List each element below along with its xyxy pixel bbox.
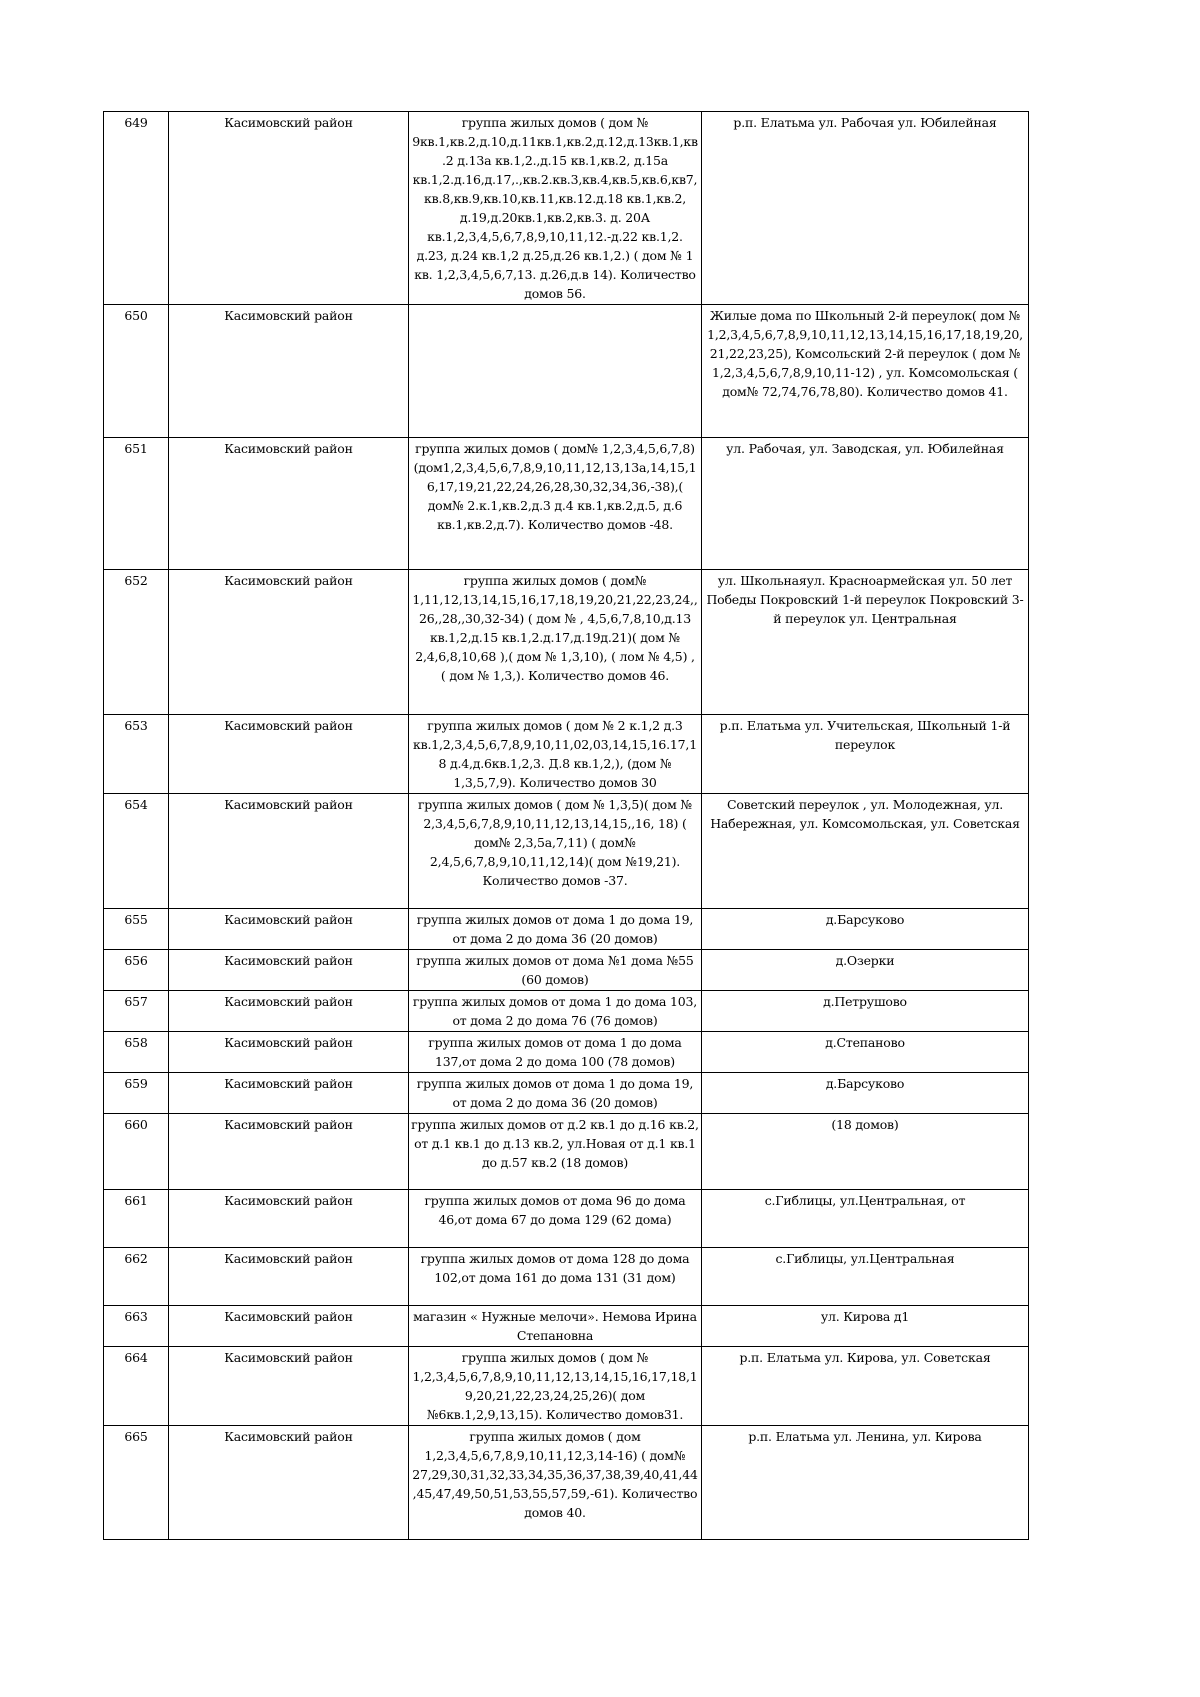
object-cell: группа жилых домов от дома 1 до дома 137,от дома 2 до дома 100 (78 домов) <box>409 1032 702 1073</box>
registry-table-body <box>104 112 1029 1540</box>
district-cell: Касимовский район <box>169 950 409 991</box>
row-number: 659 <box>104 1073 169 1114</box>
row-number: 656 <box>104 950 169 991</box>
table-row <box>104 1190 1029 1248</box>
object-cell: группа жилых домов ( дом№ 1,11,12,13,14,15,16,17,18,19,20,21,22,23,24,,26,,28,,30,32-34) ( дом № , 4,5,6,7,8,10,д.13 кв.1,2,д.15 кв.1,2.д.17,д.19д.21)( дом № 2,4,6,8,10,68 ),( дом № 1,3,10), ( лом № 4,5) , ( дом № 1,3,). Количество домов 46. <box>409 570 702 715</box>
row-number: 662 <box>104 1248 169 1306</box>
object-cell: группа жилых домов от дома 128 до дома 102,от дома 161 до дома 131 (31 дом) <box>409 1248 702 1306</box>
address-cell: (18 домов) <box>702 1114 1029 1190</box>
object-cell: группа жилых домов ( дом № 9кв.1,кв.2,д.10,д.11кв.1,кв.2,д.12,д.13кв.1,кв.2 д.13а кв.1,2.,д.15 кв.1,кв.2, д.15а кв.1,2.д.16,д.17,.,кв.2.кв.3,кв.4,кв.5,кв.6,кв7, кв.8,кв.9,кв.10,кв.11,кв.12.д.18 кв.1,кв.2, д.19,д.20кв.1,кв.2,кв.3. д. 20А кв.1,2,3,4,5,6,7,8,9,10,11,12.-д.22 кв.1,2. д.23, д.24 кв.1,2 д.25,д.26 кв.1,2.) ( дом № 1 кв. 1,2,3,4,5,6,7,13. д.26,д.в 14). Количество домов 56. <box>409 112 702 305</box>
table-row <box>104 1347 1029 1426</box>
address-cell: д.Озерки <box>702 950 1029 991</box>
row-number: 652 <box>104 570 169 715</box>
district-cell: Касимовский район <box>169 1306 409 1347</box>
district-cell: Касимовский район <box>169 570 409 715</box>
table-row <box>104 1073 1029 1114</box>
table-row <box>104 1248 1029 1306</box>
district-cell: Касимовский район <box>169 909 409 950</box>
address-cell: ул. Школьнаяул. Красноармейская ул. 50 лет Победы Покровский 1-й переулок Покровский 3-й переулок ул. Центральная <box>702 570 1029 715</box>
district-cell: Касимовский район <box>169 305 409 438</box>
district-cell: Касимовский район <box>169 991 409 1032</box>
object-cell: магазин « Нужные мелочи». Немова Ирина Степановна <box>409 1306 702 1347</box>
object-cell: группа жилых домов от д.2 кв.1 до д.16 кв.2, от д.1 кв.1 до д.13 кв.2, ул.Новая от д.1 кв.1 до д.57 кв.2 (18 домов) <box>409 1114 702 1190</box>
table-row <box>104 1426 1029 1540</box>
object-cell: группа жилых домов ( дом № 2 к.1,2 д.3 кв.1,2,3,4,5,6,7,8,9,10,11,02,03,14,15,16.17,18 д.4,д.6кв.1,2,3. Д.8 кв.1,2,), (дом № 1,3,5,7,9). Количество домов 30 <box>409 715 702 794</box>
row-number: 661 <box>104 1190 169 1248</box>
table-row <box>104 909 1029 950</box>
row-number: 657 <box>104 991 169 1032</box>
district-cell: Касимовский район <box>169 1248 409 1306</box>
row-number: 655 <box>104 909 169 950</box>
table-row <box>104 1306 1029 1347</box>
district-cell: Касимовский район <box>169 1032 409 1073</box>
object-cell: группа жилых домов от дома 1 до дома 19, от дома 2 до дома 36 (20 домов) <box>409 1073 702 1114</box>
address-cell: Жилые дома по Школьный 2-й переулок( дом № 1,2,3,4,5,6,7,8,9,10,11,12,13,14,15,16,17,18,19,20,21,22,23,25), Комсольский 2-й переулок ( дом № 1,2,3,4,5,6,7,8,9,10,11-12) , ул. Комсомольская ( дом№ 72,74,76,78,80). Количество домов 41. <box>702 305 1029 438</box>
district-cell: Касимовский район <box>169 1073 409 1114</box>
address-cell: с.Гиблицы, ул.Центральная, от <box>702 1190 1029 1248</box>
row-number: 650 <box>104 305 169 438</box>
district-cell: Касимовский район <box>169 1114 409 1190</box>
district-cell: Касимовский район <box>169 715 409 794</box>
table-row <box>104 570 1029 715</box>
object-cell: группа жилых домов ( дом № 1,2,3,4,5,6,7,8,9,10,11,12,13,14,15,16,17,18,19,20,21,22,23,24,25,26)( дом №6кв.1,2,9,13,15). Количество домов31. <box>409 1347 702 1426</box>
object-cell: группа жилых домов ( дом№ 1,2,3,4,5,6,7,8) (дом1,2,3,4,5,6,7,8,9,10,11,12,13,13а,14,15,16,17,19,21,22,24,26,28,30,32,34,36,-38),( дом№ 2.к.1,кв.2,д.3 д.4 кв.1,кв.2,д.5, д.6 кв.1,кв.2,д.7). Количество домов -48. <box>409 438 702 570</box>
address-cell: р.п. Елатьма ул. Кирова, ул. Советская <box>702 1347 1029 1426</box>
object-cell: группа жилых домов ( дом 1,2,3,4,5,6,7,8,9,10,11,12,3,14-16) ( дом№ 27,29,30,31,32,33,34,35,36,37,38,39,40,41,44,45,47,49,50,51,53,55,57,59,-61). Количество домов 40. <box>409 1426 702 1540</box>
row-number: 660 <box>104 1114 169 1190</box>
address-cell: д.Степаново <box>702 1032 1029 1073</box>
object-cell: группа жилых домов ( дом № 1,3,5)( дом № 2,3,4,5,6,7,8,9,10,11,12,13,14,15,,16, 18) ( дом№ 2,3,5а,7,11) ( дом№ 2,4,5,6,7,8,9,10,11,12,14)( дом №19,21). Количество домов -37. <box>409 794 702 909</box>
address-cell: д.Барсуково <box>702 1073 1029 1114</box>
row-number: 651 <box>104 438 169 570</box>
object-cell: группа жилых домов от дома 1 до дома 103, от дома 2 до дома 76 (76 домов) <box>409 991 702 1032</box>
object-cell <box>409 305 702 438</box>
table-row <box>104 1114 1029 1190</box>
district-cell: Касимовский район <box>169 1347 409 1426</box>
district-cell: Касимовский район <box>169 794 409 909</box>
district-cell: Касимовский район <box>169 1190 409 1248</box>
address-cell: с.Гиблицы, ул.Центральная <box>702 1248 1029 1306</box>
address-cell: р.п. Елатьма ул. Учительская, Школьный 1-й переулок <box>702 715 1029 794</box>
row-number: 654 <box>104 794 169 909</box>
address-cell: ул. Рабочая, ул. Заводская, ул. Юбилейная <box>702 438 1029 570</box>
table-row <box>104 438 1029 570</box>
row-number: 649 <box>104 112 169 305</box>
row-number: 663 <box>104 1306 169 1347</box>
district-cell: Касимовский район <box>169 438 409 570</box>
address-cell: р.п. Елатьма ул. Рабочая ул. Юбилейная <box>702 112 1029 305</box>
table-row <box>104 305 1029 438</box>
address-cell: д.Барсуково <box>702 909 1029 950</box>
table-row <box>104 950 1029 991</box>
row-number: 653 <box>104 715 169 794</box>
table-row <box>104 715 1029 794</box>
registry-table <box>103 111 1029 1540</box>
table-row <box>104 991 1029 1032</box>
row-number: 658 <box>104 1032 169 1073</box>
row-number: 664 <box>104 1347 169 1426</box>
address-cell: р.п. Елатьма ул. Ленина, ул. Кирова <box>702 1426 1029 1540</box>
object-cell: группа жилых домов от дома 96 до дома 46,от дома 67 до дома 129 (62 дома) <box>409 1190 702 1248</box>
address-cell: Советский переулок , ул. Молодежная, ул. Набережная, ул. Комсомольская, ул. Советская <box>702 794 1029 909</box>
district-cell: Касимовский район <box>169 112 409 305</box>
object-cell: группа жилых домов от дома №1 дома №55 (60 домов) <box>409 950 702 991</box>
table-row <box>104 112 1029 305</box>
object-cell: группа жилых домов от дома 1 до дома 19, от дома 2 до дома 36 (20 домов) <box>409 909 702 950</box>
table-row <box>104 1032 1029 1073</box>
district-cell: Касимовский район <box>169 1426 409 1540</box>
row-number: 665 <box>104 1426 169 1540</box>
table-row <box>104 794 1029 909</box>
address-cell: ул. Кирова д1 <box>702 1306 1029 1347</box>
address-cell: д.Петрушово <box>702 991 1029 1032</box>
